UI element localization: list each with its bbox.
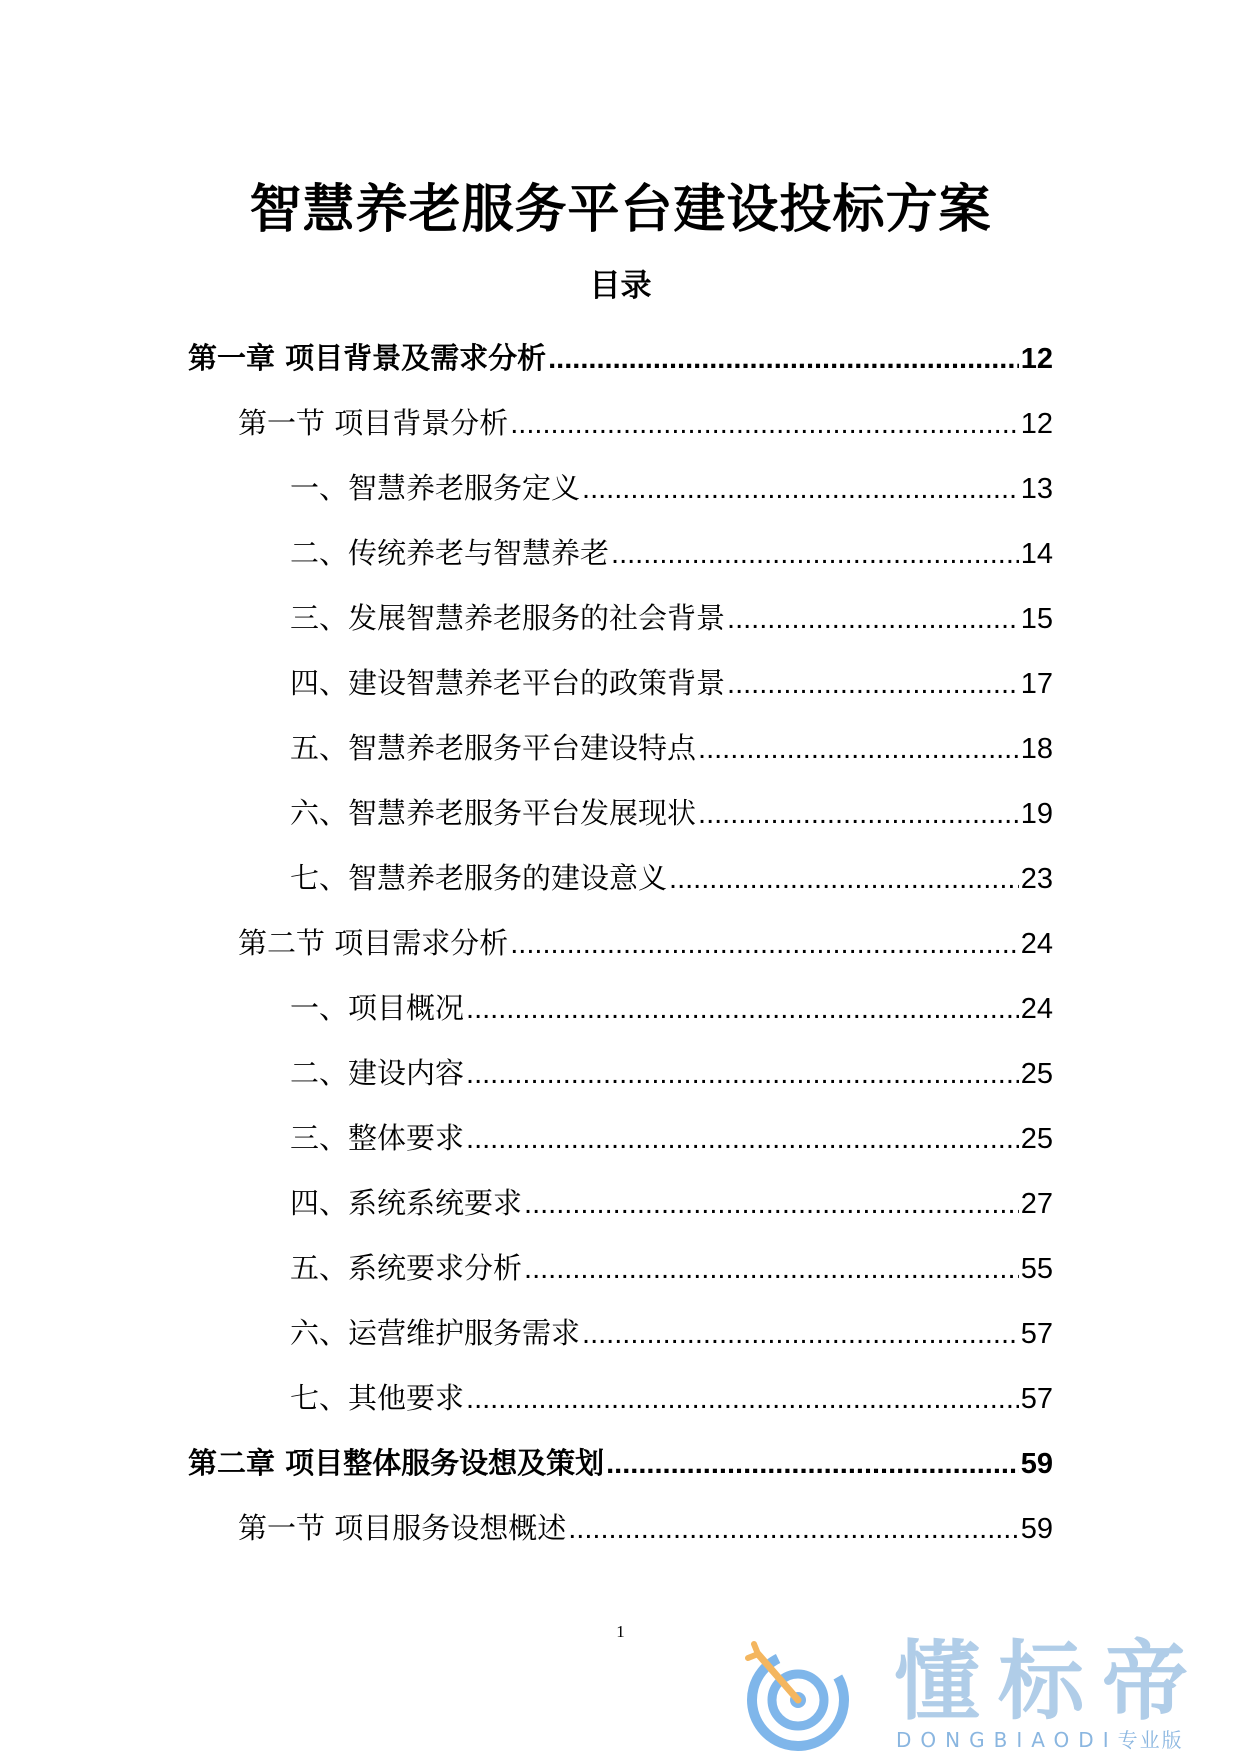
toc-entry-title: 第二节 项目需求分析	[238, 926, 509, 960]
toc-entry[interactable]	[0, 1041, 1241, 1106]
toc-entry-page: 24	[1020, 928, 1053, 960]
toc-entry[interactable]	[0, 1171, 1241, 1236]
toc-entry-page: 18	[1020, 733, 1053, 765]
toc-entry[interactable]	[0, 521, 1241, 586]
toc-entry-page: 12	[1020, 343, 1053, 375]
toc-entry-title: 第一节 项目服务设想概述	[238, 1511, 567, 1545]
toc-entry-title: 四、系统系统要求	[290, 1186, 523, 1220]
toc-leader-dots	[582, 469, 1019, 509]
toc-leader-dots	[727, 599, 1019, 639]
toc-entry-page: 23	[1020, 863, 1053, 895]
toc-leader-dots	[466, 1119, 1019, 1159]
toc-entry-title: 五、系统要求分析	[290, 1251, 523, 1285]
toc-leader-dots	[611, 534, 1019, 574]
document-title: 智慧养老服务平台建设投标方案	[249, 180, 992, 240]
toc-entry-title: 一、智慧养老服务定义	[290, 471, 581, 505]
toc-entry-title: 第二章 项目整体服务设想及策划	[188, 1446, 605, 1480]
toc-entry[interactable]	[0, 911, 1241, 976]
toc-entry-page: 14	[1020, 538, 1053, 570]
toc-entry[interactable]	[0, 456, 1241, 521]
toc-entry[interactable]	[0, 716, 1241, 781]
toc-leader-dots	[698, 794, 1019, 834]
toc-entry-page: 15	[1020, 603, 1053, 635]
toc-entry[interactable]	[0, 1366, 1241, 1431]
toc-entry-title: 三、整体要求	[290, 1121, 465, 1155]
toc-leader-dots	[548, 339, 1019, 379]
toc-leader-dots	[524, 1249, 1019, 1289]
toc-leader-dots	[466, 1054, 1019, 1094]
toc-entry-title: 六、智慧养老服务平台发展现状	[290, 796, 697, 830]
toc-entry[interactable]	[0, 391, 1241, 456]
table-of-contents	[0, 326, 1241, 1561]
toc-leader-dots	[466, 989, 1019, 1029]
toc-entry-page: 57	[1020, 1318, 1053, 1350]
toc-leader-dots	[606, 1444, 1019, 1484]
toc-entry-page: 24	[1020, 993, 1053, 1025]
toc-entry-title: 七、其他要求	[290, 1381, 465, 1415]
toc-entry-page: 27	[1020, 1188, 1053, 1220]
toc-entry[interactable]	[0, 1106, 1241, 1171]
toc-entry-page: 25	[1020, 1123, 1053, 1155]
page-number: 1	[616, 1622, 625, 1641]
toc-entry[interactable]	[0, 781, 1241, 846]
toc-entry[interactable]	[0, 1431, 1241, 1496]
toc-entry[interactable]	[0, 1496, 1241, 1561]
toc-entry-title: 七、智慧养老服务的建设意义	[290, 861, 668, 895]
toc-entry[interactable]	[0, 1301, 1241, 1366]
toc-leader-dots	[510, 924, 1019, 964]
toc-entry[interactable]	[0, 326, 1241, 391]
toc-entry-title: 二、建设内容	[290, 1056, 465, 1090]
watermark	[744, 1634, 1224, 1752]
toc-entry[interactable]	[0, 846, 1241, 911]
watermark-edition: 专业版	[1117, 1728, 1184, 1752]
toc-leader-dots	[524, 1184, 1019, 1224]
toc-entry[interactable]	[0, 651, 1241, 716]
toc-entry-page: 17	[1020, 668, 1053, 700]
toc-entry-title: 第一节 项目背景分析	[238, 406, 509, 440]
toc-entry-title: 一、项目概况	[290, 991, 465, 1025]
toc-entry-page: 57	[1020, 1383, 1053, 1415]
toc-entry-page: 55	[1020, 1253, 1053, 1285]
target-arrow-icon	[744, 1640, 856, 1752]
toc-heading: 目录	[589, 268, 652, 304]
toc-leader-dots	[510, 404, 1019, 444]
toc-entry-page: 59	[1020, 1448, 1053, 1480]
watermark-pinyin: DONGBIAODI	[896, 1728, 1118, 1752]
toc-entry-page: 59	[1020, 1513, 1053, 1545]
toc-leader-dots	[466, 1379, 1019, 1419]
toc-entry-title: 六、运营维护服务需求	[290, 1316, 581, 1350]
toc-entry[interactable]	[0, 586, 1241, 651]
watermark-brand-text: 懂标帝	[894, 1632, 1206, 1732]
toc-entry-page: 12	[1020, 408, 1053, 440]
toc-entry-title: 五、智慧养老服务平台建设特点	[290, 731, 697, 765]
toc-leader-dots	[582, 1314, 1019, 1354]
toc-entry-title: 第一章 项目背景及需求分析	[188, 341, 547, 375]
watermark-subtitle	[896, 1728, 1184, 1752]
toc-leader-dots	[698, 729, 1019, 769]
toc-entry-title: 四、建设智慧养老平台的政策背景	[290, 666, 726, 700]
toc-leader-dots	[669, 859, 1019, 899]
toc-entry-page: 25	[1020, 1058, 1053, 1090]
toc-leader-dots	[568, 1509, 1019, 1549]
toc-entry-title: 三、发展智慧养老服务的社会背景	[290, 601, 726, 635]
toc-entry-page: 19	[1020, 798, 1053, 830]
toc-entry-title: 二、传统养老与智慧养老	[290, 536, 610, 570]
toc-entry-page: 13	[1020, 473, 1053, 505]
toc-entry[interactable]	[0, 1236, 1241, 1301]
toc-leader-dots	[727, 664, 1019, 704]
toc-entry[interactable]	[0, 976, 1241, 1041]
